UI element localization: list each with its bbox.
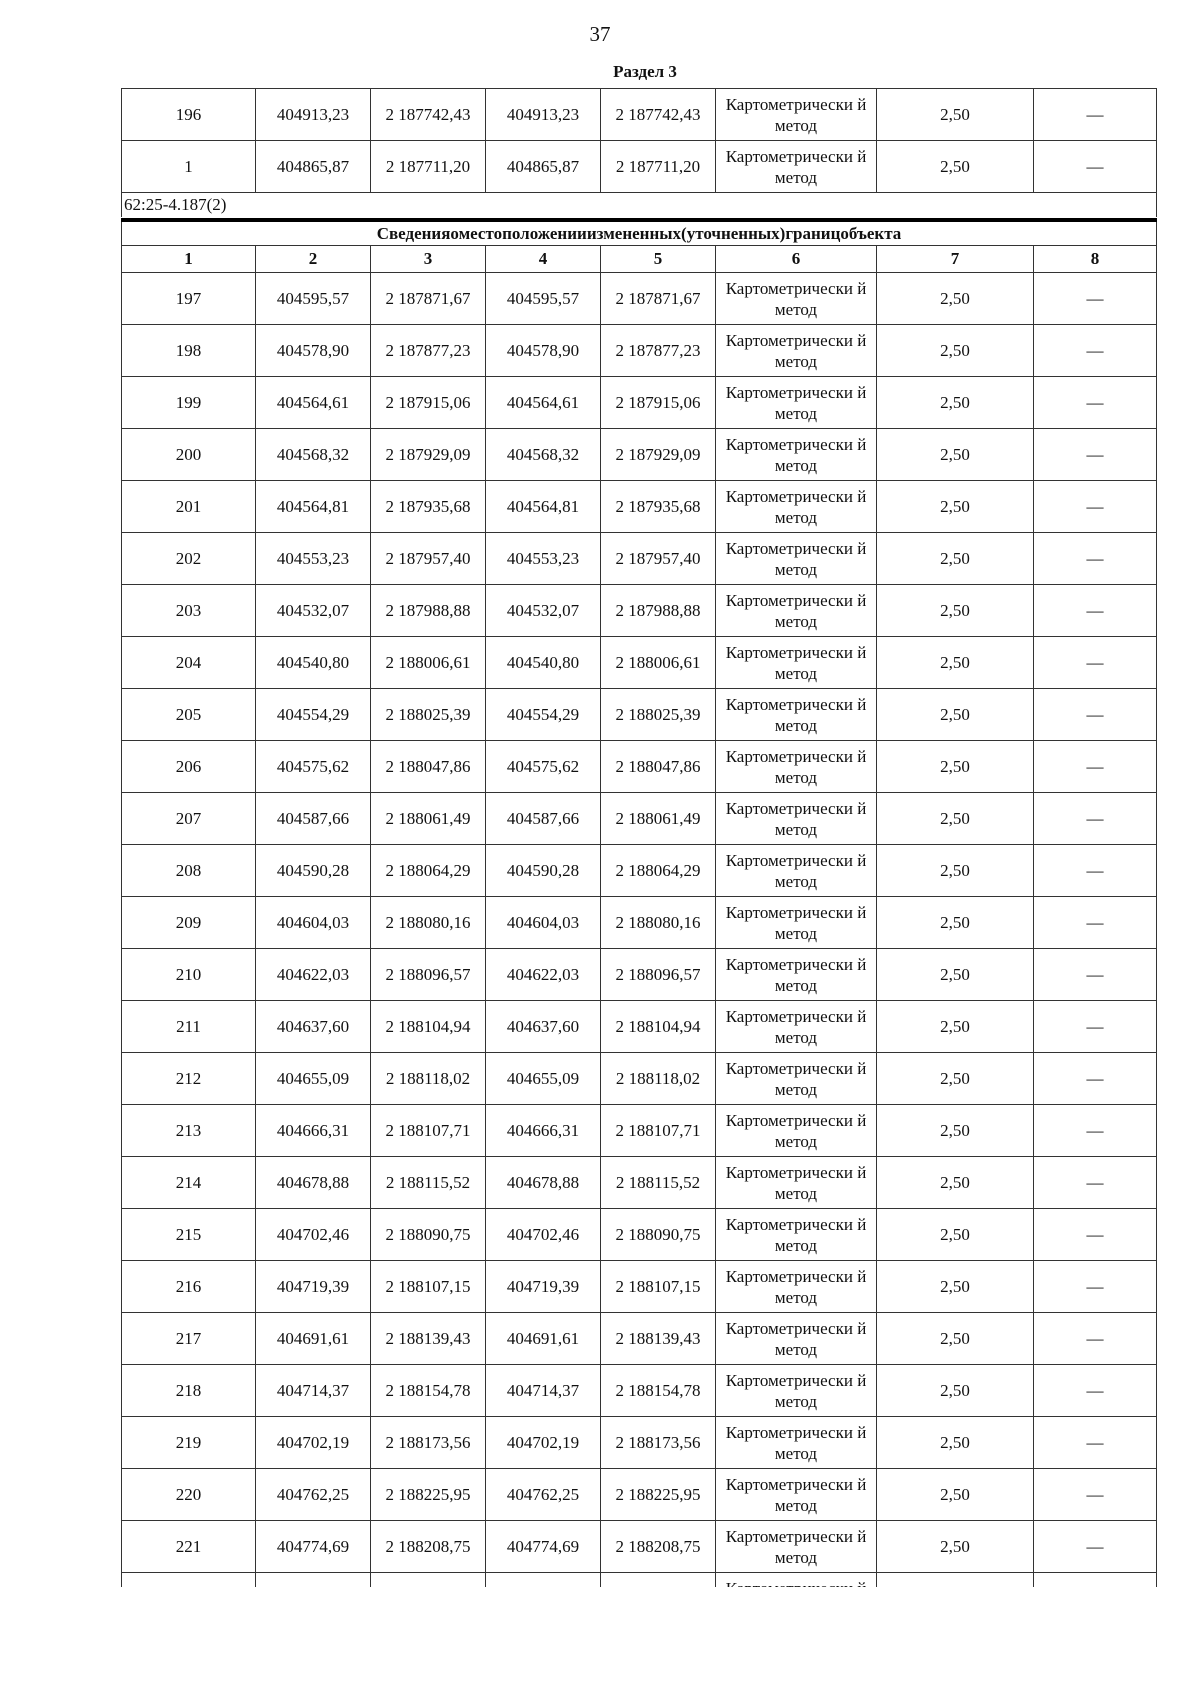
y-refined-cell: 2 188118,02	[601, 1053, 716, 1105]
accuracy-cell: 2,50	[877, 585, 1034, 637]
method-cell: Картометрически й метод	[716, 793, 877, 845]
point-number-cell: 204	[122, 637, 256, 689]
table-row	[122, 585, 1157, 637]
table-row	[122, 1365, 1157, 1417]
table-row	[122, 1105, 1157, 1157]
note-cell: —	[1034, 1261, 1157, 1313]
accuracy-cell: 2,50	[877, 1157, 1034, 1209]
y-refined-cell: 2 187988,88	[601, 585, 716, 637]
accuracy-cell: 2,50	[877, 273, 1034, 325]
note-cell: —	[1034, 1157, 1157, 1209]
y-existing-cell: 2 188173,56	[371, 1417, 486, 1469]
accuracy-cell: 2,50	[877, 1261, 1034, 1313]
y-refined-cell: 2 188047,86	[601, 741, 716, 793]
y-existing-cell: 2 188225,95	[371, 1469, 486, 1521]
x-existing-cell: 404865,87	[256, 141, 371, 193]
x-refined-cell: 404595,57	[486, 273, 601, 325]
x-existing-cell: 404702,46	[256, 1209, 371, 1261]
table-row	[122, 1417, 1157, 1469]
y-refined-cell: 2 188139,43	[601, 1313, 716, 1365]
method-cell: Картометрически й метод	[716, 1417, 877, 1469]
accuracy-cell: 2,50	[877, 1365, 1034, 1417]
x-existing-cell: 404590,28	[256, 845, 371, 897]
method-cell: Картометрически й метод	[716, 377, 877, 429]
accuracy-cell: 2,50	[877, 141, 1034, 193]
point-number-cell: 206	[122, 741, 256, 793]
note-cell: —	[1034, 585, 1157, 637]
table-row	[122, 1313, 1157, 1365]
x-refined-cell: 404604,03	[486, 897, 601, 949]
method-cell: Картометрически й метод	[716, 741, 877, 793]
y-refined-cell: 2 188173,56	[601, 1417, 716, 1469]
x-refined-cell: 404564,61	[486, 377, 601, 429]
table-row	[122, 1209, 1157, 1261]
x-existing-cell: 404587,66	[256, 793, 371, 845]
x-refined-cell: 404637,60	[486, 1001, 601, 1053]
y-refined-cell: 2 188061,49	[601, 793, 716, 845]
table-row	[122, 949, 1157, 1001]
table-row	[122, 1261, 1157, 1313]
method-cell: Картометрически й метод	[716, 1365, 877, 1417]
point-number-cell: 213	[122, 1105, 256, 1157]
point-number-cell: 198	[122, 325, 256, 377]
accuracy-cell: 2,50	[877, 1417, 1034, 1469]
note-cell: —	[1034, 1053, 1157, 1105]
y-existing-cell: 2 187742,43	[371, 89, 486, 141]
method-cell: Картометрически й метод	[716, 1209, 877, 1261]
method-cell: Картометрически й метод	[716, 637, 877, 689]
x-existing-cell: 404568,32	[256, 429, 371, 481]
accuracy-cell: 2,50	[877, 1105, 1034, 1157]
note-cell: —	[1034, 1469, 1157, 1521]
y-refined-cell: 2 188096,57	[601, 949, 716, 1001]
column-number: 2	[256, 246, 371, 273]
x-refined-cell: 404913,23	[486, 89, 601, 141]
column-number-row	[122, 246, 1157, 273]
y-refined-cell: 2 187935,68	[601, 481, 716, 533]
y-refined-cell: 2 188090,75	[601, 1209, 716, 1261]
point-number-cell: 219	[122, 1417, 256, 1469]
table-row	[122, 1001, 1157, 1053]
x-refined-cell: 404774,69	[486, 1521, 601, 1573]
y-refined-cell: 2 187877,23	[601, 325, 716, 377]
x-refined-cell: 404719,39	[486, 1261, 601, 1313]
y-existing-cell: 2 188061,49	[371, 793, 486, 845]
table-row	[122, 1521, 1157, 1573]
x-refined-cell: 404702,19	[486, 1417, 601, 1469]
accuracy-cell: 2,50	[877, 1209, 1034, 1261]
method-cell: Картометрически й метод	[716, 949, 877, 1001]
x-refined-cell: 404666,31	[486, 1105, 601, 1157]
page-bottom-margin	[0, 1587, 1200, 1696]
note-cell: —	[1034, 897, 1157, 949]
note-cell: —	[1034, 89, 1157, 141]
y-refined-cell: 2 188104,94	[601, 1001, 716, 1053]
point-number-cell: 214	[122, 1157, 256, 1209]
method-cell: Картометрически й метод	[716, 429, 877, 481]
method-cell: Картометрически й метод	[716, 89, 877, 141]
x-refined-cell: 404691,61	[486, 1313, 601, 1365]
table-row	[122, 689, 1157, 741]
accuracy-cell: 2,50	[877, 637, 1034, 689]
point-number-cell: 200	[122, 429, 256, 481]
x-existing-cell: 404578,90	[256, 325, 371, 377]
accuracy-cell: 2,50	[877, 689, 1034, 741]
x-existing-cell: 404564,61	[256, 377, 371, 429]
table-row	[122, 897, 1157, 949]
x-refined-cell: 404532,07	[486, 585, 601, 637]
note-cell: —	[1034, 325, 1157, 377]
x-refined-cell: 404762,25	[486, 1469, 601, 1521]
y-existing-cell: 2 188154,78	[371, 1365, 486, 1417]
x-refined-cell: 404714,37	[486, 1365, 601, 1417]
table-row	[122, 141, 1157, 193]
accuracy-cell: 2,50	[877, 1053, 1034, 1105]
x-refined-cell: 404578,90	[486, 325, 601, 377]
x-existing-cell: 404532,07	[256, 585, 371, 637]
note-cell: —	[1034, 793, 1157, 845]
note-cell: —	[1034, 1521, 1157, 1573]
point-number-cell: 209	[122, 897, 256, 949]
note-cell: —	[1034, 141, 1157, 193]
x-existing-cell: 404774,69	[256, 1521, 371, 1573]
x-refined-cell: 404553,23	[486, 533, 601, 585]
x-existing-cell: 404554,29	[256, 689, 371, 741]
y-existing-cell: 2 188080,16	[371, 897, 486, 949]
method-cell: Картометрически й метод	[716, 897, 877, 949]
table-row	[122, 273, 1157, 325]
y-existing-cell: 2 187711,20	[371, 141, 486, 193]
accuracy-cell: 2,50	[877, 1313, 1034, 1365]
x-existing-cell: 404553,23	[256, 533, 371, 585]
y-refined-cell: 2 187711,20	[601, 141, 716, 193]
section-title: Раздел 3	[613, 62, 677, 81]
y-refined-cell: 2 187742,43	[601, 89, 716, 141]
table-heading: Сведенияоместоположенииизмененных(уточненных)границобъекта	[122, 220, 1157, 246]
column-number: 3	[371, 246, 486, 273]
x-refined-cell: 404568,32	[486, 429, 601, 481]
method-cell: Картометрически й метод	[716, 325, 877, 377]
accuracy-cell: 2,50	[877, 845, 1034, 897]
point-number-cell: 211	[122, 1001, 256, 1053]
method-cell: Картометрически й метод	[716, 1157, 877, 1209]
method-cell: Картометрически й метод	[716, 689, 877, 741]
x-existing-cell: 404666,31	[256, 1105, 371, 1157]
x-existing-cell: 404719,39	[256, 1261, 371, 1313]
note-cell: —	[1034, 533, 1157, 585]
y-existing-cell: 2 188115,52	[371, 1157, 486, 1209]
x-refined-cell: 404587,66	[486, 793, 601, 845]
accuracy-cell: 2,50	[877, 1521, 1034, 1573]
x-existing-cell: 404595,57	[256, 273, 371, 325]
method-cell: Картометрически й метод	[716, 273, 877, 325]
table-row	[122, 429, 1157, 481]
y-existing-cell: 2 187929,09	[371, 429, 486, 481]
boundary-points-body	[122, 273, 1157, 1625]
column-number: 6	[716, 246, 877, 273]
x-refined-cell: 404655,09	[486, 1053, 601, 1105]
method-cell: Картометрически й метод	[716, 585, 877, 637]
x-existing-cell: 404604,03	[256, 897, 371, 949]
y-refined-cell: 2 188025,39	[601, 689, 716, 741]
y-existing-cell: 2 188139,43	[371, 1313, 486, 1365]
x-existing-cell: 404678,88	[256, 1157, 371, 1209]
y-existing-cell: 2 188064,29	[371, 845, 486, 897]
table-row	[122, 637, 1157, 689]
note-cell: —	[1034, 481, 1157, 533]
note-cell: —	[1034, 377, 1157, 429]
y-refined-cell: 2 187915,06	[601, 377, 716, 429]
continuation-table	[121, 88, 1157, 217]
column-number: 8	[1034, 246, 1157, 273]
note-cell: —	[1034, 845, 1157, 897]
method-cell: Картометрически й метод	[716, 1001, 877, 1053]
point-number-cell: 197	[122, 273, 256, 325]
x-refined-cell: 404590,28	[486, 845, 601, 897]
y-refined-cell: 2 188154,78	[601, 1365, 716, 1417]
y-refined-cell: 2 188208,75	[601, 1521, 716, 1573]
y-existing-cell: 2 187871,67	[371, 273, 486, 325]
accuracy-cell: 2,50	[877, 481, 1034, 533]
note-cell: —	[1034, 1417, 1157, 1469]
x-existing-cell: 404913,23	[256, 89, 371, 141]
point-number-cell: 216	[122, 1261, 256, 1313]
point-number-cell: 217	[122, 1313, 256, 1365]
x-refined-cell: 404702,46	[486, 1209, 601, 1261]
method-cell: Картометрически й метод	[716, 481, 877, 533]
accuracy-cell: 2,50	[877, 897, 1034, 949]
y-refined-cell: 2 188115,52	[601, 1157, 716, 1209]
note-cell: —	[1034, 1313, 1157, 1365]
table-row	[122, 533, 1157, 585]
method-cell: Картометрически й метод	[716, 1521, 877, 1573]
table-row	[122, 325, 1157, 377]
y-refined-cell: 2 187929,09	[601, 429, 716, 481]
x-existing-cell: 404622,03	[256, 949, 371, 1001]
x-existing-cell: 404540,80	[256, 637, 371, 689]
y-refined-cell: 2 187871,67	[601, 273, 716, 325]
note-cell: —	[1034, 741, 1157, 793]
x-existing-cell: 404655,09	[256, 1053, 371, 1105]
y-refined-cell: 2 188107,15	[601, 1261, 716, 1313]
accuracy-cell: 2,50	[877, 533, 1034, 585]
x-existing-cell: 404564,81	[256, 481, 371, 533]
x-refined-cell: 404540,80	[486, 637, 601, 689]
point-number-cell: 208	[122, 845, 256, 897]
continuation-table-body	[122, 89, 1157, 193]
accuracy-cell: 2,50	[877, 1001, 1034, 1053]
table-row	[122, 845, 1157, 897]
table-row	[122, 793, 1157, 845]
point-number-cell: 196	[122, 89, 256, 141]
note-cell: —	[1034, 949, 1157, 1001]
x-existing-cell: 404637,60	[256, 1001, 371, 1053]
point-number-cell: 220	[122, 1469, 256, 1521]
x-refined-cell: 404622,03	[486, 949, 601, 1001]
method-cell: Картометрически й метод	[716, 1053, 877, 1105]
accuracy-cell: 2,50	[877, 949, 1034, 1001]
method-cell: Картометрически й метод	[716, 1105, 877, 1157]
y-refined-cell: 2 188080,16	[601, 897, 716, 949]
accuracy-cell: 2,50	[877, 1469, 1034, 1521]
table-row	[122, 741, 1157, 793]
y-existing-cell: 2 188107,71	[371, 1105, 486, 1157]
y-refined-cell: 2 188006,61	[601, 637, 716, 689]
method-cell: Картометрически й метод	[716, 533, 877, 585]
x-existing-cell: 404702,19	[256, 1417, 371, 1469]
table-row	[122, 89, 1157, 141]
method-cell: Картометрически й метод	[716, 845, 877, 897]
y-refined-cell: 2 187957,40	[601, 533, 716, 585]
point-number-cell: 202	[122, 533, 256, 585]
x-refined-cell: 404554,29	[486, 689, 601, 741]
x-refined-cell: 404575,62	[486, 741, 601, 793]
accuracy-cell: 2,50	[877, 429, 1034, 481]
y-refined-cell: 2 188225,95	[601, 1469, 716, 1521]
boundary-points-table	[121, 218, 1157, 1625]
y-existing-cell: 2 187935,68	[371, 481, 486, 533]
point-number-cell: 215	[122, 1209, 256, 1261]
accuracy-cell: 2,50	[877, 325, 1034, 377]
note-cell: —	[1034, 1365, 1157, 1417]
note-cell: —	[1034, 1105, 1157, 1157]
table-row	[122, 1157, 1157, 1209]
x-refined-cell: 404678,88	[486, 1157, 601, 1209]
point-number-cell: 210	[122, 949, 256, 1001]
table-row	[122, 1053, 1157, 1105]
y-refined-cell: 2 188064,29	[601, 845, 716, 897]
note-cell: —	[1034, 429, 1157, 481]
x-refined-cell: 404865,87	[486, 141, 601, 193]
y-existing-cell: 2 187877,23	[371, 325, 486, 377]
accuracy-cell: 2,50	[877, 793, 1034, 845]
y-existing-cell: 2 188047,86	[371, 741, 486, 793]
x-existing-cell: 404691,61	[256, 1313, 371, 1365]
y-existing-cell: 2 187988,88	[371, 585, 486, 637]
y-existing-cell: 2 188104,94	[371, 1001, 486, 1053]
accuracy-cell: 2,50	[877, 89, 1034, 141]
x-existing-cell: 404762,25	[256, 1469, 371, 1521]
y-existing-cell: 2 188096,57	[371, 949, 486, 1001]
column-number: 1	[122, 246, 256, 273]
point-number-cell: 212	[122, 1053, 256, 1105]
y-refined-cell: 2 188107,71	[601, 1105, 716, 1157]
object-code: 62:25-4.187(2)	[122, 193, 1157, 218]
x-existing-cell: 404575,62	[256, 741, 371, 793]
column-number: 7	[877, 246, 1034, 273]
table-row	[122, 481, 1157, 533]
y-existing-cell: 2 188107,15	[371, 1261, 486, 1313]
note-cell: —	[1034, 273, 1157, 325]
y-existing-cell: 2 188006,61	[371, 637, 486, 689]
y-existing-cell: 2 187957,40	[371, 533, 486, 585]
y-existing-cell: 2 188090,75	[371, 1209, 486, 1261]
point-number-cell: 207	[122, 793, 256, 845]
note-cell: —	[1034, 1001, 1157, 1053]
method-cell: Картометрически й метод	[716, 1313, 877, 1365]
point-number-cell: 201	[122, 481, 256, 533]
table-row	[122, 377, 1157, 429]
y-existing-cell: 2 188025,39	[371, 689, 486, 741]
y-existing-cell: 2 187915,06	[371, 377, 486, 429]
column-number: 4	[486, 246, 601, 273]
y-existing-cell: 2 188118,02	[371, 1053, 486, 1105]
point-number-cell: 221	[122, 1521, 256, 1573]
method-cell: Картометрически й метод	[716, 1469, 877, 1521]
accuracy-cell: 2,50	[877, 741, 1034, 793]
x-existing-cell: 404714,37	[256, 1365, 371, 1417]
note-cell: —	[1034, 637, 1157, 689]
point-number-cell: 205	[122, 689, 256, 741]
y-existing-cell: 2 188208,75	[371, 1521, 486, 1573]
point-number-cell: 1	[122, 141, 256, 193]
method-cell: Картометрически й метод	[716, 141, 877, 193]
method-cell: Картометрически й метод	[716, 1261, 877, 1313]
table-row	[122, 1469, 1157, 1521]
accuracy-cell: 2,50	[877, 377, 1034, 429]
x-refined-cell: 404564,81	[486, 481, 601, 533]
column-number: 5	[601, 246, 716, 273]
page-number: 37	[589, 22, 611, 46]
note-cell: —	[1034, 689, 1157, 741]
note-cell: —	[1034, 1209, 1157, 1261]
point-number-cell: 199	[122, 377, 256, 429]
point-number-cell: 203	[122, 585, 256, 637]
point-number-cell: 218	[122, 1365, 256, 1417]
